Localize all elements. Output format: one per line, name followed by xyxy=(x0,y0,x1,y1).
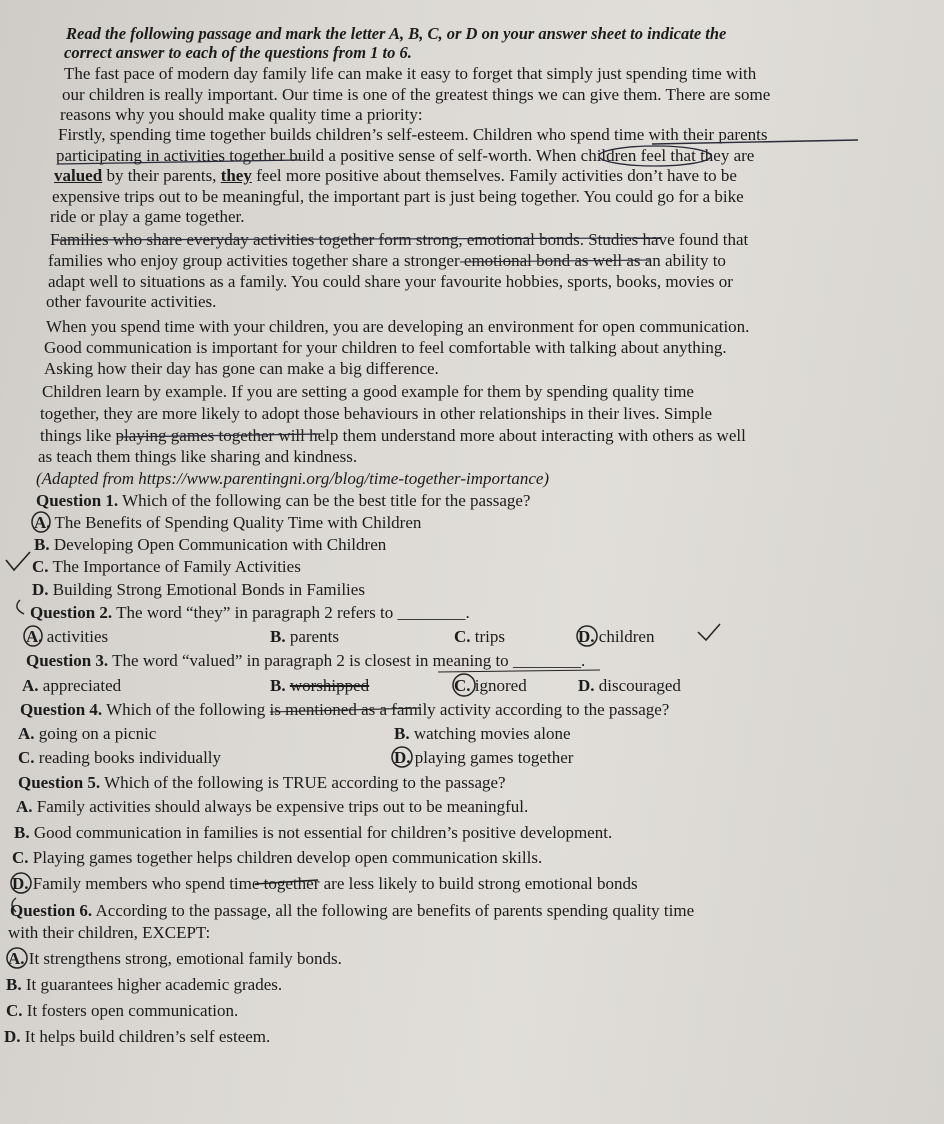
question-2-blank: ________. xyxy=(397,603,470,622)
q3-option-d-letter: D. xyxy=(578,676,595,695)
q1-option-a-letter: A. xyxy=(34,513,51,532)
passage-p5-line-2: together, they are more likely to adopt those behaviours in other relationships in their lives. Simple xyxy=(40,404,713,423)
q1-option-d-text: Building Strong Emotional Bonds in Families xyxy=(52,580,365,599)
q1-option-c[interactable] xyxy=(32,557,301,577)
passage-p2-line-3 xyxy=(54,166,737,186)
q4-option-d-text: playing games together xyxy=(414,748,574,767)
passage-source: (Adapted from https://www.parentingni.org/blog/time-together-importance) xyxy=(36,469,550,488)
q5-option-a-text: Family activities should always be expensive trips out to be meaningful. xyxy=(36,797,529,816)
question-3 xyxy=(26,651,585,671)
q3-option-c-letter: C. xyxy=(454,676,471,695)
q1-option-a[interactable] xyxy=(34,513,421,533)
q6-option-d-text: It helps build children’s self esteem. xyxy=(24,1027,271,1046)
q2-option-c-text: trips xyxy=(474,627,506,646)
q5-option-d[interactable] xyxy=(12,874,638,894)
passage-p2-line-1: Firstly, spending time together builds children’s self-esteem. Children who spend time with their parents xyxy=(58,125,768,144)
q1-option-c-letter: C. xyxy=(32,557,49,576)
instructions-line-1: Read the following passage and mark the letter A, B, C, or D on your answer sheet to indicate the xyxy=(66,24,727,43)
q3-option-c-text: ignored xyxy=(474,676,527,695)
q6-option-c-text: It fosters open communication. xyxy=(26,1001,239,1020)
q1-option-b[interactable] xyxy=(34,535,386,555)
question-5-text: Which of the following is TRUE according to the passage? xyxy=(104,773,506,792)
passage-p1-line-2: our children is really important. Our time is one of the greatest things we can give them. There are some xyxy=(62,85,771,104)
q1-option-b-letter: B. xyxy=(34,535,50,554)
q1-option-a-text: The Benefits of Spending Quality Time with Children xyxy=(54,513,422,532)
q2-option-a-letter: A. xyxy=(26,627,43,646)
pen-tick-q1-c xyxy=(6,552,30,570)
passage-p2-line-2: participating in activities together build a positive sense of self-worth. When children feel that they are xyxy=(56,146,755,165)
q2-option-a-text: activities xyxy=(46,627,109,646)
q4-option-c-text: reading books individually xyxy=(38,748,222,767)
passage-p1-line-1: The fast pace of modern day family life can make it easy to forget that simply just spending time with xyxy=(64,64,757,83)
question-6 xyxy=(10,901,694,921)
q6-option-b[interactable] xyxy=(6,975,282,995)
passage-p5-line-4: as teach them things like sharing and kindness. xyxy=(38,447,358,466)
pen-curve-q2 xyxy=(17,600,24,614)
q5-option-c-letter: C. xyxy=(12,848,29,867)
question-3-blank: ________. xyxy=(512,651,586,670)
question-5-label: Question 5. xyxy=(18,773,101,792)
passage-p3-line-2: families who enjoy group activities together share a stronger emotional bond as well as an ability to xyxy=(48,251,726,270)
pen-tick-q2-d xyxy=(698,624,720,640)
question-5 xyxy=(18,773,506,793)
question-2-label: Question 2. xyxy=(30,603,113,622)
q3-option-d-text: discouraged xyxy=(598,676,681,695)
q6-option-b-letter: B. xyxy=(6,975,22,994)
question-2-text: The word “they” in paragraph 2 refers to xyxy=(116,603,394,622)
q4-option-d-letter: D. xyxy=(394,748,411,767)
passage-p2-line-3a: by their parents, xyxy=(106,166,217,185)
question-1-text: Which of the following can be the best title for the passage? xyxy=(122,491,531,510)
question-6-text-2: with their children, EXCEPT: xyxy=(8,923,211,942)
passage-p3-line-4: other favourite activities. xyxy=(46,292,217,311)
q4-option-a-letter: A. xyxy=(18,724,35,743)
q2-option-c[interactable] xyxy=(454,627,505,647)
q6-option-a[interactable] xyxy=(8,949,342,969)
q3-option-b-letter: B. xyxy=(270,676,286,695)
word-they: they xyxy=(220,166,252,185)
q2-option-d-letter: D. xyxy=(578,627,595,646)
q6-option-a-letter: A. xyxy=(8,949,25,968)
q5-option-d-letter: D. xyxy=(12,874,29,893)
passage-p4-line-3: Asking how their day has gone can make a big difference. xyxy=(44,359,439,378)
question-4 xyxy=(20,700,669,720)
passage-p4-line-2: Good communication is important for your children to feel comfortable with talking about anything. xyxy=(44,338,727,357)
q2-option-d[interactable] xyxy=(578,627,654,647)
q3-option-c[interactable] xyxy=(454,676,527,696)
passage-p2-line-4: expensive trips out to be meaningful, the important part is just being together. You could go for a bike xyxy=(52,187,744,206)
question-1-label: Question 1. xyxy=(36,491,119,510)
q4-option-c[interactable] xyxy=(18,748,221,768)
q4-option-b-letter: B. xyxy=(394,724,410,743)
passage-p5-line-3: things like playing games together will help them understand more about interacting with others as well xyxy=(40,426,746,445)
question-4-text: Which of the following is mentioned as a family activity according to the passage? xyxy=(106,700,670,719)
q3-option-a[interactable] xyxy=(22,676,121,696)
question-3-text: The word “valued” in paragraph 2 is closest in meaning to xyxy=(112,651,509,670)
q5-option-a[interactable] xyxy=(16,797,528,817)
passage-p3-line-1: Families who share everyday activities together form strong, emotional bonds. Studies have found that xyxy=(50,230,749,249)
q5-option-d-text: Family members who spend time together are less likely to build strong emotional bonds xyxy=(32,874,638,893)
q5-option-c-text: Playing games together helps children develop open communication skills. xyxy=(32,848,543,867)
q5-option-a-letter: A. xyxy=(16,797,33,816)
q6-option-c[interactable] xyxy=(6,1001,238,1021)
question-6-text: According to the passage, all the following are benefits of parents spending quality time xyxy=(95,901,695,920)
passage-p3-line-3: adapt well to situations as a family. You could share your favourite hobbies, sports, books, movies or xyxy=(48,272,733,291)
q6-option-d-letter: D. xyxy=(4,1027,21,1046)
passage-p2-line-3b: feel more positive about themselves. Family activities don’t have to be xyxy=(256,166,737,185)
passage-p5-line-1: Children learn by example. If you are setting a good example for them by spending quality time xyxy=(42,382,694,401)
q5-option-c[interactable] xyxy=(12,848,542,868)
q3-option-a-text: appreciated xyxy=(42,676,122,695)
q2-option-b[interactable] xyxy=(270,627,339,647)
q1-option-b-text: Developing Open Communication with Children xyxy=(53,535,387,554)
q6-option-c-letter: C. xyxy=(6,1001,23,1020)
q1-option-d-letter: D. xyxy=(32,580,49,599)
q6-option-b-text: It guarantees higher academic grades. xyxy=(25,975,283,994)
q4-option-a[interactable] xyxy=(18,724,156,744)
q2-option-d-text: children xyxy=(598,627,655,646)
question-6-label: Question 6. xyxy=(10,901,93,920)
instructions-line-2: correct answer to each of the questions from 1 to 6. xyxy=(64,43,412,62)
question-4-label: Question 4. xyxy=(20,700,103,719)
passage-p1-line-3: reasons why you should make quality time a priority: xyxy=(60,105,423,124)
q2-option-b-letter: B. xyxy=(270,627,286,646)
q4-option-a-text: going on a picnic xyxy=(38,724,157,743)
q6-option-d[interactable] xyxy=(4,1027,270,1047)
q1-option-d[interactable] xyxy=(32,580,365,600)
q3-option-a-letter: A. xyxy=(22,676,39,695)
q3-option-b[interactable] xyxy=(270,676,369,696)
q2-option-c-letter: C. xyxy=(454,627,471,646)
passage-p4-line-1: When you spend time with your children, you are developing an environment for open communication. xyxy=(46,317,750,336)
passage-p2-line-5: ride or play a game together. xyxy=(50,207,245,226)
question-3-label: Question 3. xyxy=(26,651,109,670)
q1-option-c-text: The Importance of Family Activities xyxy=(52,557,301,576)
question-2 xyxy=(30,603,470,623)
q5-option-b-letter: B. xyxy=(14,823,30,842)
q4-option-b[interactable] xyxy=(394,724,571,744)
q5-option-b[interactable] xyxy=(14,823,612,843)
q6-option-a-text: It strengthens strong, emotional family bonds. xyxy=(28,949,342,968)
q3-option-b-text: worshipped xyxy=(289,676,370,695)
question-1 xyxy=(36,491,530,511)
q4-option-b-text: watching movies alone xyxy=(413,724,571,743)
q4-option-d[interactable] xyxy=(394,748,573,768)
q4-option-c-letter: C. xyxy=(18,748,35,767)
q5-option-b-text: Good communication in families is not essential for children’s positive development. xyxy=(33,823,613,842)
q2-option-b-text: parents xyxy=(289,627,339,646)
q3-option-d[interactable] xyxy=(578,676,681,696)
q2-option-a[interactable] xyxy=(26,627,108,647)
word-valued: valued xyxy=(54,166,103,185)
